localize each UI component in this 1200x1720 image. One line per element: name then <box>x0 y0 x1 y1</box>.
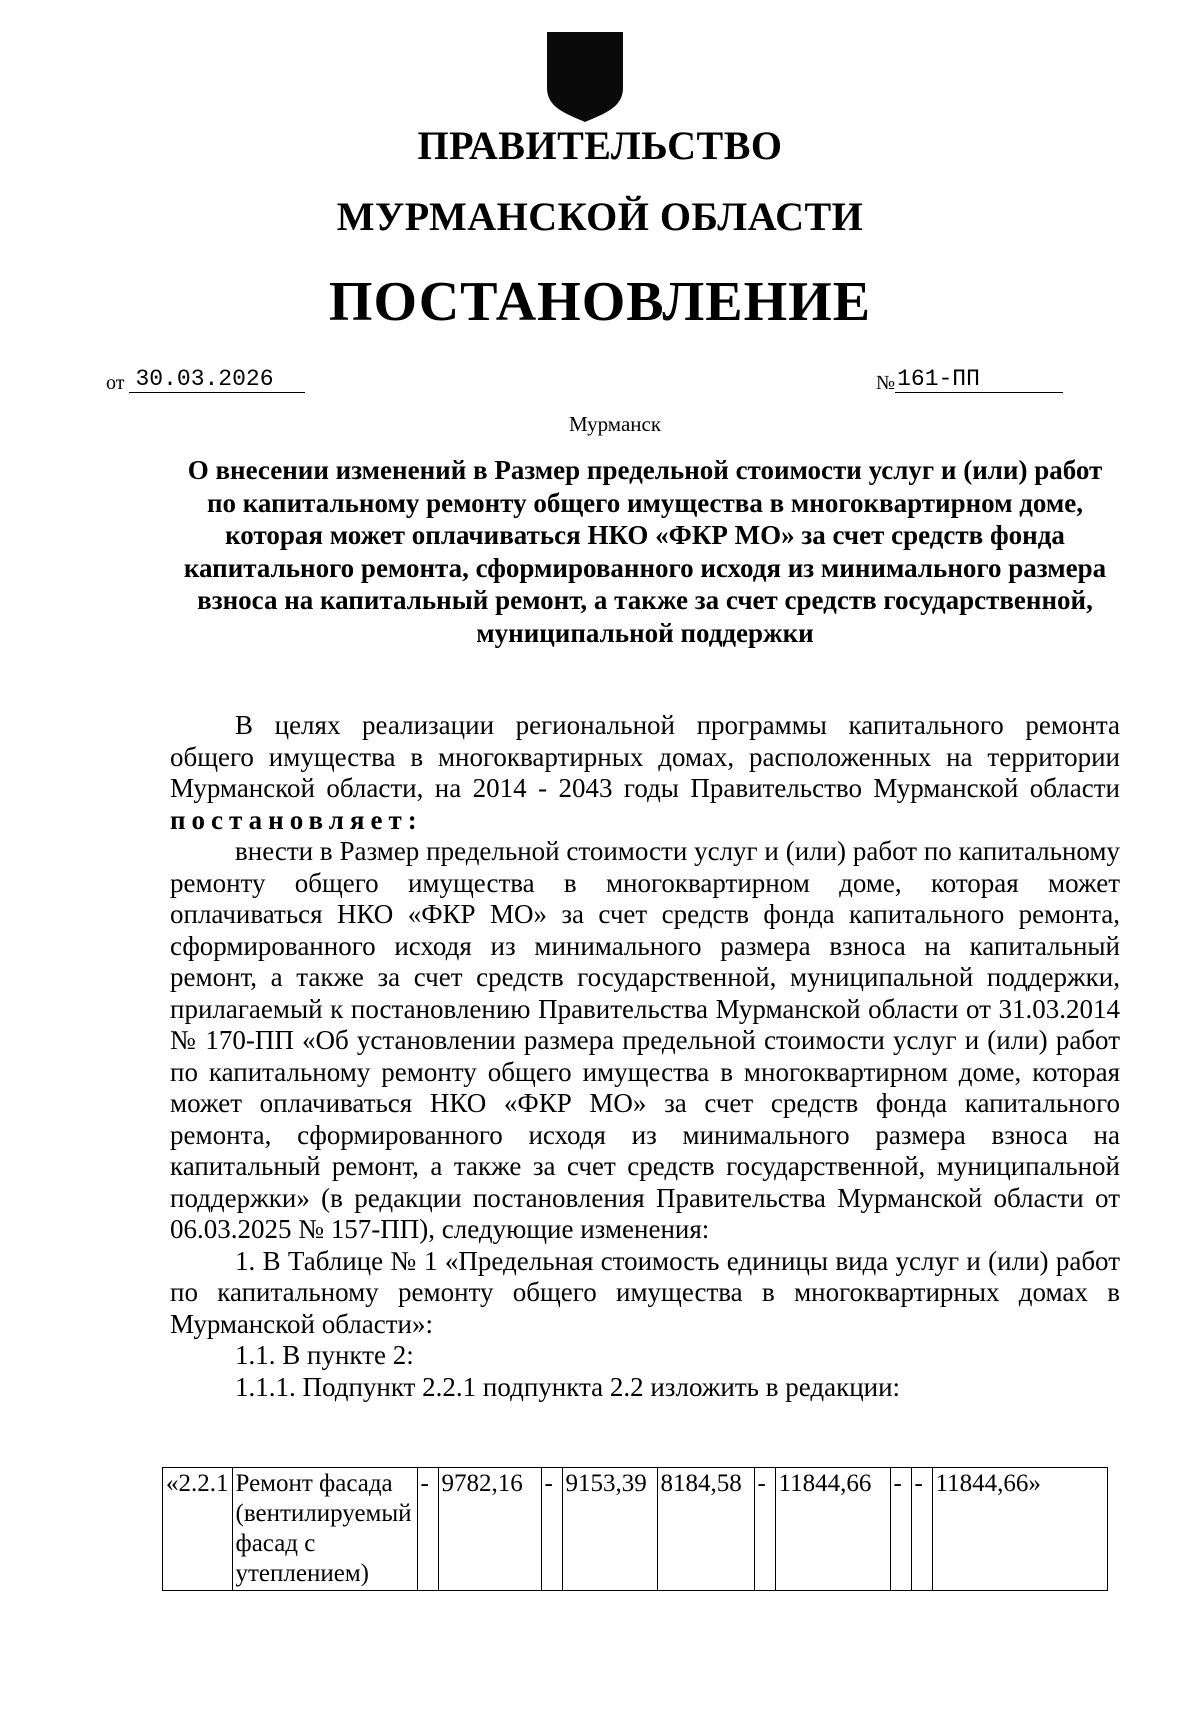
document-type: ПОСТАНОВЛЕНИЕ <box>328 271 872 333</box>
coat-of-arms-emblem <box>545 30 625 124</box>
table-cell: - <box>754 1468 775 1591</box>
table-row <box>163 1468 1108 1591</box>
table-cell: - <box>890 1468 911 1591</box>
resolves-word: постановляет: <box>170 804 423 835</box>
table-cell: Ремонт фасада (вентилируемый фасад с утеплением) <box>232 1468 417 1591</box>
table-cell: - <box>911 1468 932 1591</box>
paragraph-preamble <box>170 710 1120 836</box>
region-title: МУРМАНСКОЙ ОБЛАСТИ <box>336 194 864 239</box>
document-title: О внесении изменений в Размер предельной стоимости услуг и (или) работ по капитальному ремонту общего имущества в многоквартирном доме, которая может оплачиваться НКО «ФКР МО» за счет средств фонда капитального ремонта, сформированного исходя из минимального размера взноса на капитальный ремонт, а также за счет средств государственной, муниципальной поддержки <box>183 455 1107 648</box>
table-cell: 11844,66» <box>932 1468 1108 1591</box>
document-date: 30.03.2026 <box>129 366 305 393</box>
document-number: 161-ПП <box>895 366 1063 393</box>
paragraph-item-1-1: 1.1. В пункте 2: <box>235 1340 414 1370</box>
table-cell: - <box>417 1468 438 1591</box>
date-field <box>106 366 305 397</box>
city-name: Мурманск <box>568 412 662 436</box>
table-cell: «2.2.1 <box>163 1468 233 1591</box>
number-prefix: № <box>876 372 896 394</box>
document-body <box>170 710 1120 1403</box>
table-cell: 9153,39 <box>562 1468 657 1591</box>
preamble-text: В целях реализации региональной программы капитального ремонта общего имущества в многоквартирных домах, расположенных на территории Мурманской области, на 2014 - 2043 годы Правительство Мурманской области <box>170 710 1120 803</box>
paragraph-item-1-1-1: 1.1.1. Подпункт 2.2.1 подпункта 2.2 изложить в редакции: <box>235 1371 901 1402</box>
table-cell: 11844,66 <box>775 1468 890 1591</box>
table-cell: 8184,58 <box>657 1468 754 1591</box>
government-title: ПРАВИТЕЛЬСТВО <box>417 123 783 168</box>
paragraph-main: внести в Размер предельной стоимости услуг и (или) работ по капитальному ремонту общего имущества в многоквартирном доме, которая может оплачиваться НКО «ФКР МО» за счет средств фонда капитального ремонта, сформированного исходя из минимального размера взноса на капитальный ремонт, а также за счет средств государственной, муниципальной поддержки, прилагаемый к постановлению Правительства Мурманской области от 31.03.2014 № 170-ПП «Об установлении размера предельной стоимости услуг и (или) работ по капитальному ремонту общего имущества в многоквартирном доме, которая может оплачиваться НКО «ФКР МО» за счет средств фонда капитального ремонта, сформированного исходя из минимального размера взноса на капитальный ремонт, а также за счет средств государственной, муниципальной поддержки» (в редакции постановления Правительства Мурманской области от 06.03.2025 № 157-ПП), следующие изменения: <box>170 836 1120 1244</box>
paragraph-item-1: 1. В Таблице № 1 «Предельная стоимость единицы вида услуг и (или) работ по капитальному ремонту общего имущества в многоквартирных домах в Мурманской области»: <box>170 1245 1120 1339</box>
table-cell: - <box>541 1468 562 1591</box>
amendment-table <box>162 1467 1108 1591</box>
date-prefix: от <box>106 372 125 394</box>
table-cell: 9782,16 <box>438 1468 541 1591</box>
number-field <box>876 366 1063 397</box>
